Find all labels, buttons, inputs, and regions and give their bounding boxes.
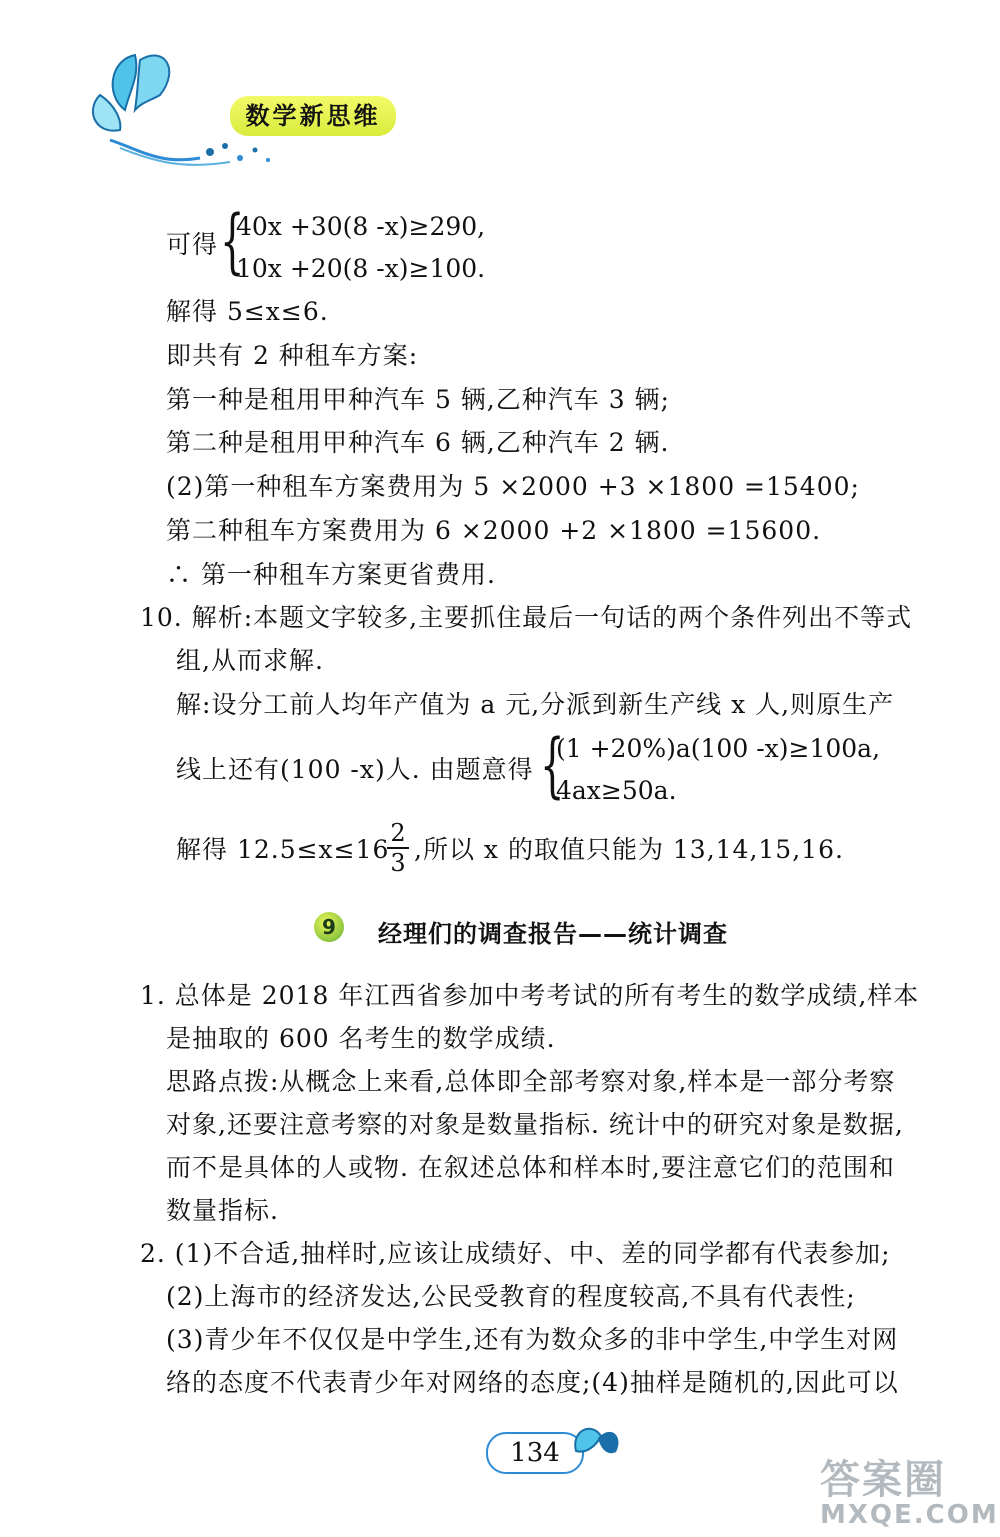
- text-line: (3)青少年不仅仅是中学生,还有为数众多的非中学生,中学生对网: [166, 1325, 899, 1354]
- text-line: 是抽取的 600 名考生的数学成绩.: [166, 1024, 556, 1053]
- text-line: 数量指标.: [166, 1196, 279, 1225]
- fraction: [387, 820, 409, 876]
- equation-row: 40x +30(8 -x)≥290,: [236, 212, 486, 241]
- text-line: (2)第一种租车方案费用为 5 ×2000 +3 ×1800 =15400;: [166, 472, 860, 501]
- text-line: 第二种租车方案费用为 6 ×2000 +2 ×1800 =15600.: [166, 516, 822, 545]
- text-line: (2)上海市的经济发达,公民受教育的程度较高,不具有代表性;: [166, 1282, 856, 1311]
- watermark-url: MXQE.COM: [820, 1500, 999, 1530]
- header-title: 数学新思维: [230, 96, 396, 136]
- section-title: 经理们的调查报告——统计调查: [378, 920, 728, 948]
- text-line: 而不是具体的人或物. 在叙述总体和样本时,要注意它们的范围和: [166, 1153, 895, 1182]
- page-number: 134: [486, 1432, 584, 1474]
- left-brace: {: [220, 200, 245, 282]
- text-line: 即共有 2 种租车方案:: [166, 341, 419, 370]
- text-line: 线上还有(100 -x)人. 由题意得: [176, 755, 534, 784]
- text-line: ∴ 第一种租车方案更省费用.: [166, 560, 496, 589]
- text-line: 解:设分工前人均年产值为 a 元,分派到新生产线 x 人,则原生产: [176, 690, 895, 719]
- text-line: 第一种是租用甲种汽车 5 辆,乙种汽车 3 辆;: [166, 385, 670, 414]
- text-line: 10. 解析:本题文字较多,主要抓住最后一句话的两个条件列出不等式: [140, 603, 913, 632]
- text-line: 2. (1)不合适,抽样时,应该让成绩好、中、差的同学都有代表参加;: [140, 1239, 891, 1268]
- fraction-denominator: 3: [390, 849, 406, 877]
- left-brace: {: [540, 724, 565, 806]
- equation-row: 4ax≥50a.: [556, 776, 677, 805]
- fraction-numerator: 2: [390, 819, 406, 847]
- text-line: 解得 12.5≤x≤16: [176, 835, 390, 864]
- text-line: 解得 5≤x≤6.: [166, 297, 329, 326]
- butterfly-icon: [566, 1416, 626, 1466]
- equation-row: (1 +20%)a(100 -x)≥100a,: [556, 734, 881, 763]
- equation-row: 10x +20(8 -x)≥100.: [236, 254, 486, 283]
- equation-prefix: 可得: [166, 230, 219, 259]
- text-line: 思路点拨:从概念上来看,总体即全部考察对象,样本是一部分考察: [166, 1067, 896, 1096]
- text-line: ,所以 x 的取值只能为 13,14,15,16.: [414, 835, 844, 864]
- text-line: 第二种是租用甲种汽车 6 辆,乙种汽车 2 辆.: [166, 428, 670, 457]
- text-line: 组,从而求解.: [176, 646, 324, 675]
- text-line: 对象,还要注意考察的对象是数量指标. 统计中的研究对象是数据,: [166, 1110, 904, 1139]
- text-line: 1. 总体是 2018 年江西省参加中考考试的所有考生的数学成绩,样本: [140, 981, 920, 1010]
- watermark-logo: 答案圈: [820, 1457, 946, 1503]
- text-line: 络的态度不代表青少年对网络的态度;(4)抽样是随机的,因此可以: [166, 1368, 899, 1397]
- section-number-badge: 9: [314, 912, 344, 942]
